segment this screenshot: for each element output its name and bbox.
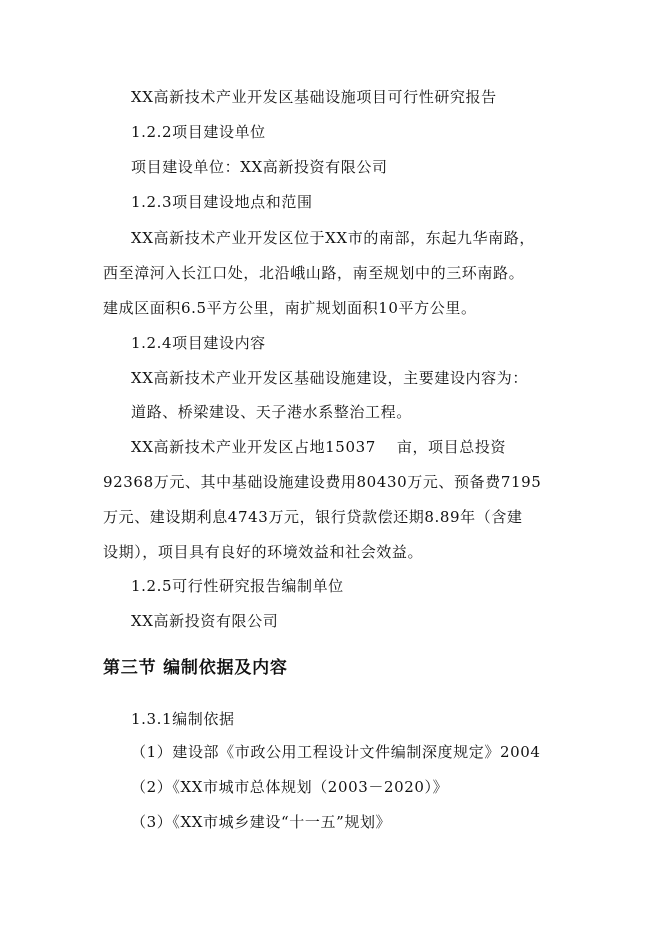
construction-unit-text: 项目建设单位：XX高新投资有限公司 [131, 158, 388, 176]
location-paragraph-line: 建成区面积6.5平方公里，南扩规划面积10平方公里。 [103, 299, 477, 317]
section-3-title: 第三节 编制依据及内容 [103, 658, 288, 678]
content-paragraph-line: 道路、桥梁建设、天子港水系整治工程。 [131, 403, 412, 421]
location-paragraph-line: XX高新技术产业开发区位于XX市的南部，东起九华南路， [131, 229, 535, 247]
investment-paragraph-line: 92368万元、其中基础设施建设费用80430万元、预备费7195 [103, 473, 542, 491]
investment-paragraph-line: 万元、建设期利息4743万元，银行贷款偿还期8.89年（含建 [103, 508, 523, 526]
investment-paragraph-line: XX高新技术产业开发区占地15037 亩，项目总投资 [131, 438, 507, 456]
section-1-2-3-heading: 1.2.3项目建设地点和范围 [131, 193, 313, 211]
basis-list-item: （1）建设部《市政公用工程设计文件编制深度规定》2004 [131, 743, 541, 761]
location-paragraph-line: 西至漳河入长江口处，北沿峨山路，南至规划中的三环南路。 [103, 264, 525, 282]
basis-list-item: （2）《XX市城市总体规划（2003－2020）》 [131, 778, 449, 796]
section-1-2-5-heading: 1.2.5可行性研究报告编制单位 [131, 577, 344, 595]
basis-list-item: （3）《XX市城乡建设“十一五”规划》 [131, 813, 392, 831]
document-header-title: XX高新技术产业开发区基础设施项目可行性研究报告 [131, 88, 497, 106]
section-1-2-4-heading: 1.2.4项目建设内容 [131, 334, 266, 352]
investment-paragraph-line: 设期），项目具有良好的环境效益和社会效益。 [103, 543, 424, 561]
section-1-3-1-heading: 1.3.1编制依据 [131, 710, 235, 728]
compiling-unit-text: XX高新投资有限公司 [131, 612, 279, 630]
section-1-2-2-heading: 1.2.2项目建设单位 [131, 123, 266, 141]
content-paragraph-line: XX高新技术产业开发区基础设施建设，主要建设内容为： [131, 369, 528, 387]
